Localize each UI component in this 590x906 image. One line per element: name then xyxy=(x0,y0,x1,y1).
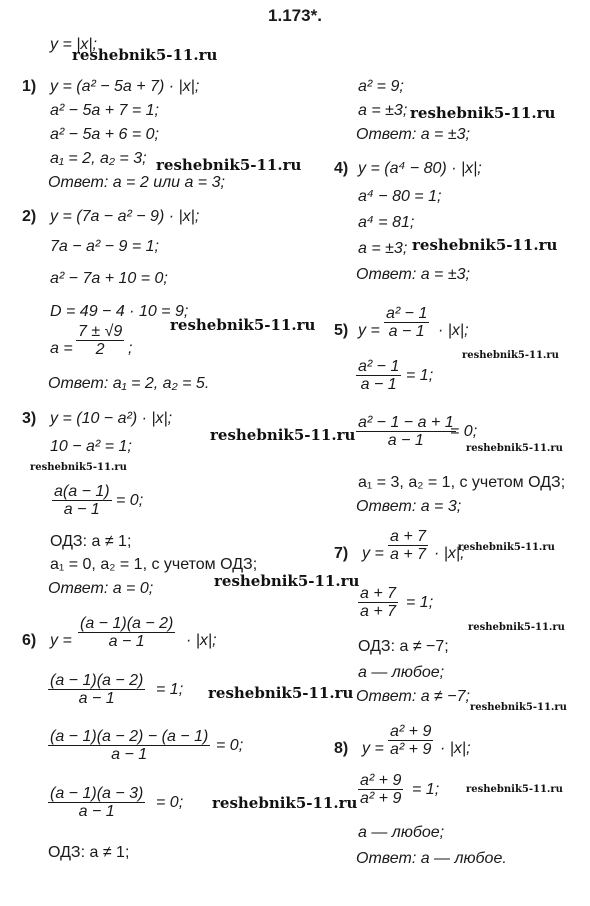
part-7-eq-lhs: y = xyxy=(362,545,384,562)
part-7-f1-num: a + 7 xyxy=(360,585,397,602)
part-6-eq-den: a − 1 xyxy=(108,633,145,650)
watermark: reshebnik5-11.ru xyxy=(214,572,360,590)
problem-number: 1.173*. xyxy=(268,6,322,25)
watermark: reshebnik5-11.ru xyxy=(470,702,567,713)
part-2-line: D = 49 − 4 · 10 = 9; xyxy=(50,303,189,320)
part-6-fraction-3 xyxy=(48,785,145,820)
intro-function: y = |x|; xyxy=(50,36,97,53)
part-8-eq-den: a² + 9 xyxy=(390,741,432,758)
part-7-eq-den: a + 7 xyxy=(390,546,427,563)
part-6-f3-num: (a − 1)(a − 3) xyxy=(50,785,144,802)
part-7-fraction-1 xyxy=(358,585,398,620)
part-8-number: 8) xyxy=(334,740,349,757)
part-6-f3-tail: = 0; xyxy=(156,794,184,811)
part-4-line: a⁴ − 80 = 1; xyxy=(358,188,442,205)
part-6-fraction-2 xyxy=(48,728,210,763)
part-8-f1-tail: = 1; xyxy=(412,781,440,798)
part-7-eq-tail: · |x|; xyxy=(434,545,465,562)
part-5-f2-den: a − 1 xyxy=(387,432,424,449)
part-7-eq-fraction xyxy=(388,528,428,563)
part-6-odz: ОДЗ: a ≠ 1; xyxy=(48,844,130,861)
part-4-line: a = ±3; xyxy=(358,240,408,257)
watermark: reshebnik5-11.ru xyxy=(410,104,556,122)
part-6-eq-lhs: y = xyxy=(50,632,72,649)
part-2-number: 2) xyxy=(22,208,37,225)
watermark: reshebnik5-11.ru xyxy=(156,156,302,174)
part-2-line: y = (7a − a² − 9) · |x|; xyxy=(50,208,200,225)
part-7-odz: ОДЗ: a ≠ −7; xyxy=(358,638,449,655)
part-3-frac-num: a(a − 1) xyxy=(54,483,110,500)
part-7-f1-tail: = 1; xyxy=(406,594,434,611)
watermark: reshebnik5-11.ru xyxy=(466,443,563,454)
part-6-eq-num: (a − 1)(a − 2) xyxy=(80,615,174,632)
part-2-frac-den: 2 xyxy=(95,341,105,358)
part-2-frac-lhs: a = xyxy=(50,340,73,357)
part-5-number: 5) xyxy=(334,322,349,339)
part-3-fraction xyxy=(52,483,112,518)
watermark: reshebnik5-11.ru xyxy=(170,316,316,334)
part-2-line: a² − 7a + 10 = 0; xyxy=(50,270,168,287)
part-4-number: 4) xyxy=(334,160,349,177)
watermark: reshebnik5-11.ru xyxy=(462,350,559,361)
part-1-number: 1) xyxy=(22,78,37,95)
part-1-line: a² − 5a + 7 = 1; xyxy=(50,102,159,119)
part-5-f2-tail: = 0; xyxy=(450,423,478,440)
part-6-f1-num: (a − 1)(a − 2) xyxy=(50,672,144,689)
part-6-f2-num: (a − 1)(a − 2) − (a − 1) xyxy=(50,728,209,745)
part-7-answer: Ответ: a ≠ −7; xyxy=(356,688,470,705)
part-3-number: 3) xyxy=(22,410,37,427)
part-2-fraction xyxy=(76,323,124,358)
part-3-line: 10 − a² = 1; xyxy=(50,438,132,455)
part-5-eq-den: a − 1 xyxy=(388,323,425,340)
part-1-line: a² − 5a + 6 = 0; xyxy=(50,126,159,143)
part-5-fraction-2 xyxy=(356,414,456,449)
part-3-frac-tail: = 0; xyxy=(116,492,144,509)
part-2-frac-tail: ; xyxy=(128,340,133,357)
part-3-cont-line: a = ±3; xyxy=(358,102,408,119)
part-5-eq-num: a² − 1 xyxy=(386,305,428,322)
part-5-f1-tail: = 1; xyxy=(406,367,434,384)
part-5-answer: Ответ: a = 3; xyxy=(356,498,462,515)
part-4-answer: Ответ: a = ±3; xyxy=(356,266,470,283)
part-7-f1-den: a + 7 xyxy=(360,603,397,620)
part-6-f2-den: a − 1 xyxy=(111,746,148,763)
part-8-eq-lhs: y = xyxy=(362,740,384,757)
part-5-f2-num: a² − 1 − a + 1 xyxy=(358,414,454,431)
part-2-answer: Ответ: a₁ = 2, a₂ = 5. xyxy=(48,375,210,392)
part-3-line: y = (10 − a²) · |x|; xyxy=(50,410,173,427)
part-1-answer: Ответ: a = 2 или a = 3; xyxy=(48,174,225,191)
part-6-fraction-1 xyxy=(48,672,145,707)
part-5-f1-num: a² − 1 xyxy=(358,358,400,375)
part-5-eq-lhs: y = xyxy=(358,322,380,339)
part-3-cont-line: a² = 9; xyxy=(358,78,404,95)
part-8-fraction-1 xyxy=(358,772,403,807)
watermark: reshebnik5-11.ru xyxy=(468,622,565,633)
part-2-line: 7a − a² − 9 = 1; xyxy=(50,238,159,255)
part-8-f1-den: a² + 9 xyxy=(360,790,402,807)
part-8-eq-fraction xyxy=(388,723,433,758)
watermark: reshebnik5-11.ru xyxy=(412,236,558,254)
part-5-roots: a₁ = 3, a₂ = 1, с учетом ОДЗ; xyxy=(358,474,566,491)
part-5-f1-den: a − 1 xyxy=(360,376,397,393)
part-3-roots: a₁ = 0, a₂ = 1, с учетом ОДЗ; xyxy=(50,556,258,573)
part-5-fraction-1 xyxy=(356,358,401,393)
part-2-frac-num: 7 ± √9 xyxy=(78,323,123,340)
part-3-frac-den: a − 1 xyxy=(63,501,100,518)
part-1-line: y = (a² − 5a + 7) · |x|; xyxy=(50,78,200,95)
part-7-eq-num: a + 7 xyxy=(390,528,427,545)
part-8-any: a — любое; xyxy=(358,824,445,841)
part-8-eq-tail: · |x|; xyxy=(440,740,471,757)
part-6-eq-fraction xyxy=(78,615,175,650)
part-6-eq-tail: · |x|; xyxy=(186,632,217,649)
watermark: reshebnik5-11.ru xyxy=(466,784,563,795)
watermark: reshebnik5-11.ru xyxy=(208,684,354,702)
part-3-cont-answer: Ответ: a = ±3; xyxy=(356,126,470,143)
part-6-f2-tail: = 0; xyxy=(216,737,244,754)
part-8-f1-num: a² + 9 xyxy=(360,772,402,789)
part-4-line: a⁴ = 81; xyxy=(358,214,415,231)
part-1-line: a₁ = 2, a₂ = 3; xyxy=(50,150,147,167)
part-7-number: 7) xyxy=(334,545,349,562)
watermark: reshebnik5-11.ru xyxy=(30,462,127,473)
part-6-f1-den: a − 1 xyxy=(78,690,115,707)
part-6-f3-den: a − 1 xyxy=(78,803,115,820)
part-5-eq-fraction xyxy=(384,305,429,340)
part-7-any: a — любое; xyxy=(358,664,445,681)
watermark: reshebnik5-11.ru xyxy=(458,542,555,553)
watermark: reshebnik5-11.ru xyxy=(210,426,356,444)
part-6-f1-tail: = 1; xyxy=(156,681,184,698)
part-3-odz: ОДЗ: a ≠ 1; xyxy=(50,533,132,550)
part-3-answer: Ответ: a = 0; xyxy=(48,580,154,597)
watermark: reshebnik5-11.ru xyxy=(72,46,218,64)
part-8-answer: Ответ: a — любое. xyxy=(356,850,507,867)
part-6-number: 6) xyxy=(22,632,37,649)
part-4-line: y = (a⁴ − 80) · |x|; xyxy=(358,160,482,177)
part-8-eq-num: a² + 9 xyxy=(390,723,432,740)
part-5-eq-tail: · |x|; xyxy=(438,322,469,339)
watermark: reshebnik5-11.ru xyxy=(212,794,358,812)
